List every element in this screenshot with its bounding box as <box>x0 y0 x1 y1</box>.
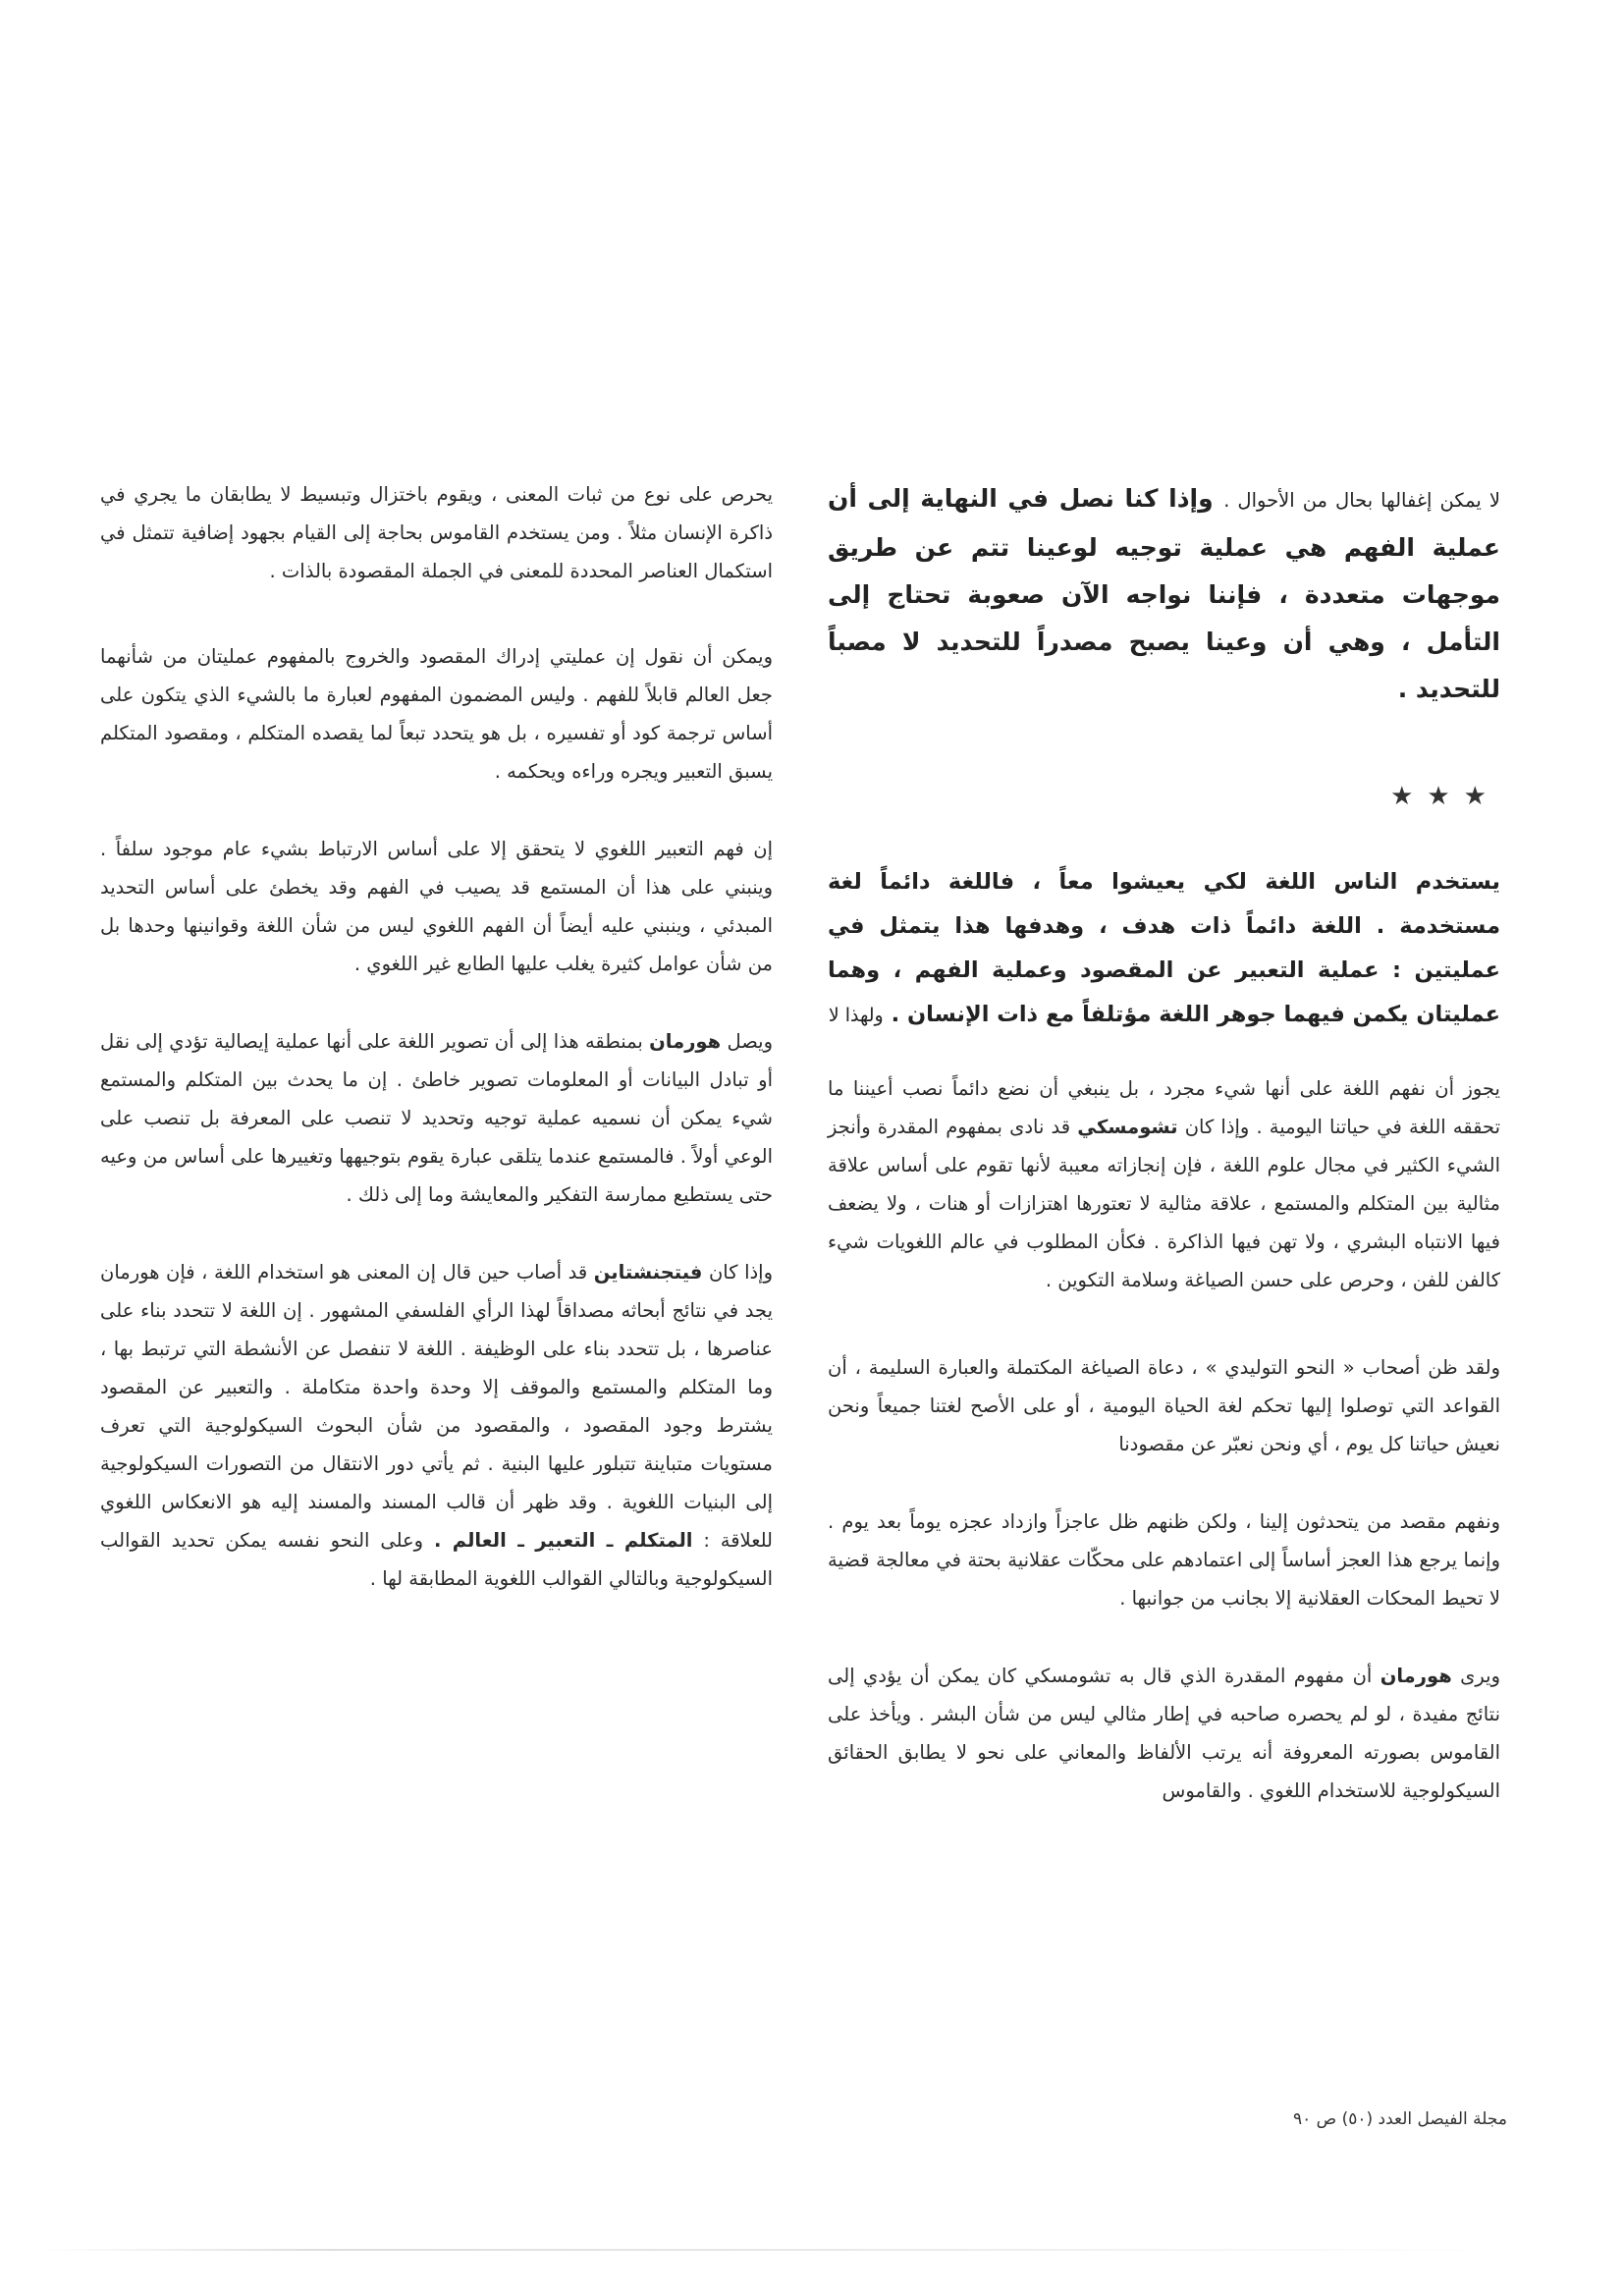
right-p3-name-chomsky: تشومسكي <box>1077 1116 1178 1138</box>
page-footer: مجلة الفيصل العدد (٥٠) ص ٩٠ <box>1292 2109 1507 2129</box>
right-paragraph-4 <box>828 1348 1500 1463</box>
right-p3-part-b: قد نادى بمفهوم المقدرة وأنجز الشيء الكثير في مجال علوم اللغة ، فإن إنجازاته معيبة لأنها تقوم على أساس علاقة مثالية بين المتكلم والمستمع ، علاقة مثالية لا تعتورها اهتزازات أو هنات ، ولا يضعف فيها الانتباه البشري ، ولا تهن فيها الذاكرة . فكأن المطلوب في عالم اللغويات شيء كالفن للفن ، وحرص على حسن الصياغة وسلامة التكوين . <box>828 1116 1500 1291</box>
right-p4-text: ولقد ظن أصحاب « النحو التوليدي » ، دعاة الصياغة المكتملة والعبارة السليمة ، أن القواعد التي توصلوا إليها تحكم لغة الحياة اليومية ، أو على الأصح لغتنا جميعاً ونحن نعيش حياتنا كل يوم ، أي ونحن نعبّر عن مقصودنا <box>828 1356 1500 1455</box>
right-p5-text: ونفهم مقصد من يتحدثون إلينا ، ولكن ظنهم ظل عاجزاً وازداد عجزه يوماً بعد يوم . وإنما يرجع هذا العجز أساساً إلى اعتمادهم على محكّات عقلانية بحتة في معالجة قضية لا تحيط المحكات العقلانية إلا بجانب من جوانبها . <box>828 1510 1500 1610</box>
right-paragraph-1 <box>828 475 1500 713</box>
right-paragraph-3 <box>828 1069 1500 1299</box>
right-p3-part-a: يجوز أن نفهم اللغة على أنها شيء مجرد ، بل ينبغي أن نضع دائماً نصب أعيننا ما تحققه اللغة في حياتنا اليومية . وإذا كان <box>828 1077 1501 1138</box>
left-p3-text: إن فهم التعبير اللغوي لا يتحقق إلا على أساس الارتباط بشيء عام موجود سلفاً . وينبني على هذا أن المستمع قد يصيب في الفهم وقد يخطئ على أساس التحديد المبدئي ، وينبني عليه أيضاً أن الفهم اللغوي ليس من شأن اللغة وقوانينها وحدها بل من شأن عوامل كثيرة يغلب عليها الطابع غير اللغوي . <box>100 838 773 975</box>
left-p5-name-wittgenstein: فيتجنشتاين <box>593 1261 703 1284</box>
left-paragraph-5 <box>100 1253 773 1598</box>
right-p6-part-a: ويرى <box>1460 1665 1500 1687</box>
left-p4-part-a: ويصل <box>727 1030 773 1053</box>
section-separator-stars: ★★★ <box>1390 782 1500 811</box>
left-p5-part-b: قد أصاب حين قال إن المعنى هو استخدام اللغة ، فإن هورمان يجد في نتائج أبحاثه مصداقاً لهذا الرأي الفلسفي المشهور . إن اللغة لا تتحدد بناء على عناصرها ، بل تتحدد بناء على الوظيفة . اللغة لا تنفصل عن الأنشطة التي ترتبط بها ، وما المتكلم والمستمع والموقف إلا وحدة واحدة متكاملة . والتعبير عن المقصود يشترط وجود المقصود ، والمقصود من شأن البحوث السيكولوجية التي تعرف مستويات متباينة تتبلور عليها البنية . ثم يأتي دور الانتقال من التصورات السيكولوجية إلى البنيات اللغوية . وقد ظهر أن قالب المسند والمسند إليه هو الانعكاس اللغوي للعلاقة : <box>100 1261 773 1552</box>
right-paragraph-6 <box>828 1657 1500 1810</box>
left-paragraph-4 <box>100 1022 773 1214</box>
right-p1-bold: وإذا كنا نصل في النهاية إلى أن عملية الفهم هي عملية توجيه لوعينا تتم عن طريق موجهات متعددة ، فإننا نواجه الآن صعوبة تحتاج إلى التأمل ، وهي أن وعينا يصبح مصدراً للتحديد لا مصباً للتحديد . <box>828 484 1500 703</box>
left-paragraph-1 <box>100 475 773 590</box>
right-paragraph-2 <box>828 860 1500 1038</box>
right-p2-bold: يستخدم الناس اللغة لكي يعيشوا معاً ، فاللغة دائماً لغة مستخدمة . اللغة دائماً ذات هدف ، وهدفها هذا يتمثل في عمليتين : عملية التعبير عن المقصود وعملية الفهم ، وهما عمليتان يكمن فيهما جوهر اللغة مؤتلفاً مع ذات الإنسان . <box>828 869 1500 1027</box>
right-p1-intro: لا يمكن إغفالها بحال من الأحوال . <box>1223 489 1500 512</box>
left-p5-part-a: وإذا كان <box>708 1261 773 1284</box>
left-p4-part-b: بمنطقه هذا إلى أن تصوير اللغة على أنها عملية إيصالية تؤدي إلى نقل أو تبادل البيانات أو المعلومات تصوير خاطئ . إن ما يحدث بين المتكلم والمستمع شيء يمكن أن نسميه عملية توجيه وتحديد لا تنصب على المعرفة بل تنصب على الوعي أولاً . فالمستمع عندما يتلقى عبارة يقوم بتوجيهها وتغييرها على أساس من وعيه حتى يستطيع ممارسة التفكير والمعايشة وما إلى ذلك . <box>100 1030 773 1206</box>
scan-edge-mark <box>34 2249 1507 2251</box>
left-paragraph-3 <box>100 830 773 983</box>
right-paragraph-5 <box>828 1503 1500 1617</box>
left-p2-text: ويمكن أن نقول إن عمليتي إدراك المقصود والخروج بالمفهوم عمليتان من شأنهما جعل العالم قابلاً للفهم . وليس المضمون المفهوم لعبارة ما بالشيء الذي يتكون على أساس ترجمة كود أو تفسيره ، بل هو يتحدد تبعاً لما يقصده المتكلم ، ومقصود المتكلم يسبق التعبير ويجره وراءه ويحكمه . <box>100 645 773 783</box>
right-column <box>828 475 1500 1810</box>
left-p5-part-c: وعلى النحو نفسه يمكن تحديد القوالب السيكولوجية وبالتالي القوالب اللغوية المطابقة لها . <box>100 1529 773 1590</box>
left-p1-text: يحرص على نوع من ثبات المعنى ، ويقوم باختزال وتبسيط لا يطابقان ما يجري في ذاكرة الإنسان مثلاً . ومن يستخدم القاموس بحاجة إلى القيام بجهود إضافية تتمثل في استكمال العناصر المحددة للمعنى في الجملة المقصودة بالذات . <box>100 483 773 582</box>
left-column <box>100 475 773 1598</box>
right-p6-part-b: أن مفهوم المقدرة الذي قال به تشومسكي كان يمكن أن يؤدي إلى نتائج مفيدة ، لو لم يحصره صاحبه في إطار مثالي ليس من شأن البشر . ويأخذ على القاموس بصورته المعروفة أنه يرتب الألفاظ والمعاني على نحو لا يطابق الحقائق السيكولوجية للاستخدام اللغوي . والقاموس <box>828 1665 1500 1802</box>
right-p2-tail: ولهذا لا <box>828 1005 884 1026</box>
left-p4-name-hormann: هورمان <box>649 1030 722 1053</box>
right-p6-name-hormann: هورمان <box>1380 1665 1452 1687</box>
left-p5-bold-relation: المتكلم ـ التعبير ـ العالم . <box>433 1529 693 1552</box>
left-paragraph-2 <box>100 637 773 791</box>
